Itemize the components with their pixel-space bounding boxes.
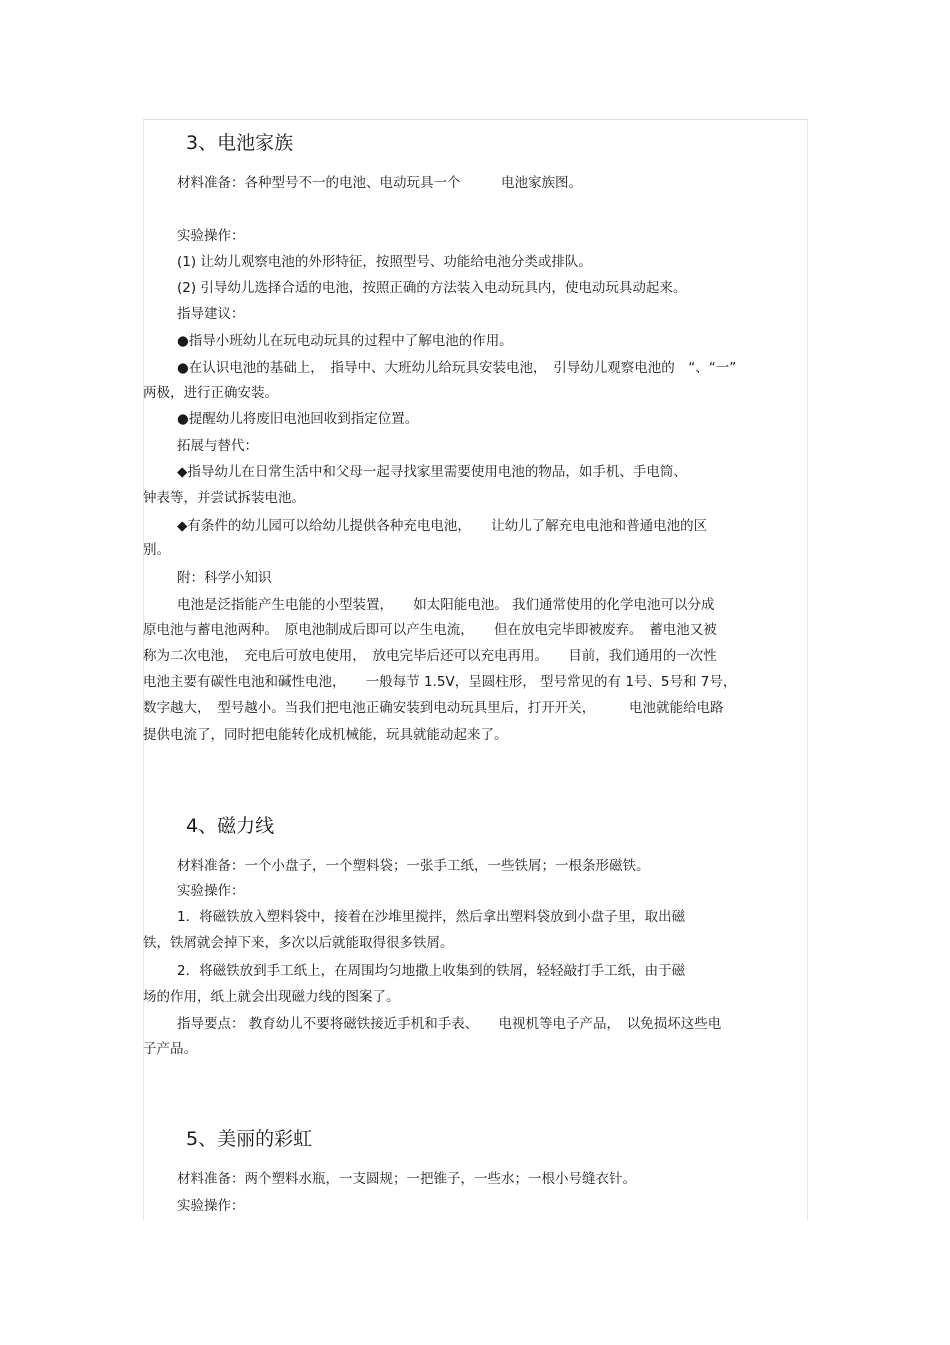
- appendix-title: 附：科学小知识: [177, 570, 272, 586]
- guide-item-continued: 两极，进行正确安装。: [143, 385, 278, 401]
- operation-title: 实验操作：: [177, 1198, 245, 1214]
- step-line: 2．将磁铁放到手工纸上，在周围均匀地撒上收集到的铁屑，轻轻敲打手工纸，由于磁: [177, 963, 686, 979]
- appendix-line: 原电池与蓄电池两种。 原电池制成后即可以产生电流， 但在放电完毕即被废弃。 蓄电池又被: [143, 622, 717, 638]
- guide-points-line-continued: 子产品。: [143, 1041, 197, 1057]
- extension-item: ◆指导幼儿在日常生活中和父母一起寻找家里需要使用电池的物品，如手机、手电筒、: [177, 464, 687, 480]
- extension-item-continued: 钟表等，并尝试拆装电池。: [143, 490, 305, 506]
- appendix-line: 提供电流了，同时把电能转化成机械能，玩具就能动起来了。: [143, 727, 508, 743]
- appendix-line: 电池是泛指能产生电能的小型装置， 如太阳能电池。 我们通常使用的化学电池可以分成: [177, 597, 715, 613]
- materials-line: 材料准备：两个塑料水瓶，一支圆规；一把锥子，一些水；一根小号缝衣针。: [177, 1171, 636, 1187]
- guide-item: ●指导小班幼儿在玩电动玩具的过程中了解电池的作用。: [177, 333, 513, 349]
- appendix-line: 称为二次电池， 充电后可放电使用， 放电完毕后还可以充电再用。 目前，我们通用的一次性: [143, 648, 717, 664]
- materials-line: 材料准备：各种型号不一的电池、电动玩具一个 电池家族图。: [177, 175, 582, 191]
- step-line-continued: 场的作用，纸上就会出现磁力线的图案了。: [143, 989, 400, 1005]
- step-line: 1．将磁铁放入塑料袋中，接着在沙堆里搅拌，然后拿出塑料袋放到小盘子里，取出磁: [177, 909, 686, 925]
- guide-item: ●提醒幼儿将废旧电池回收到指定位置。: [177, 411, 419, 427]
- extension-item: ◆有条件的幼儿园可以给幼儿提供各种充电电池， 让幼儿了解充电电池和普通电池的区: [177, 518, 708, 534]
- operation-title: 实验操作：: [177, 228, 245, 244]
- section-heading-magnetic-lines: 4、磁力线: [186, 815, 275, 837]
- step-line-continued: 铁，铁屑就会掉下来，多次以后就能取得很多铁屑。: [143, 935, 454, 951]
- guide-points-line: 指导要点： 教育幼儿不要将磁铁接近手机和手表、 电视机等电子产品， 以免损坏这些电: [177, 1016, 722, 1032]
- materials-line: 材料准备：一个小盘子，一个塑料袋；一张手工纸，一些铁屑；一根条形磁铁。: [177, 858, 650, 874]
- operation-title: 实验操作：: [177, 883, 245, 899]
- step-line: (1) 让幼儿观察电池的外形特征，按照型号、功能给电池分类或排队。: [177, 254, 592, 270]
- guide-item: ●在认识电池的基础上， 指导中、大班幼儿给玩具安装电池， 引导幼儿观察电池的 “、“一”: [177, 360, 737, 376]
- extension-item-continued: 别。: [143, 542, 170, 558]
- guide-title: 指导建议：: [177, 306, 245, 322]
- extension-title: 拓展与替代：: [177, 438, 258, 454]
- appendix-line: 数字越大， 型号越小。当我们把电池正确安装到电动玩具里后，打开开关， 电池就能给电路: [143, 700, 724, 716]
- appendix-line: 电池主要有碳性电池和碱性电池， 一般每节 1.5V，呈圆柱形， 型号常见的有 1号、5号和 7号，: [143, 674, 737, 690]
- section-heading-rainbow: 5、美丽的彩虹: [186, 1128, 313, 1150]
- step-line: (2) 引导幼儿选择合适的电池，按照正确的方法装入电动玩具内，使电动玩具动起来。: [177, 280, 687, 296]
- section-heading-battery: 3、电池家族: [186, 132, 294, 154]
